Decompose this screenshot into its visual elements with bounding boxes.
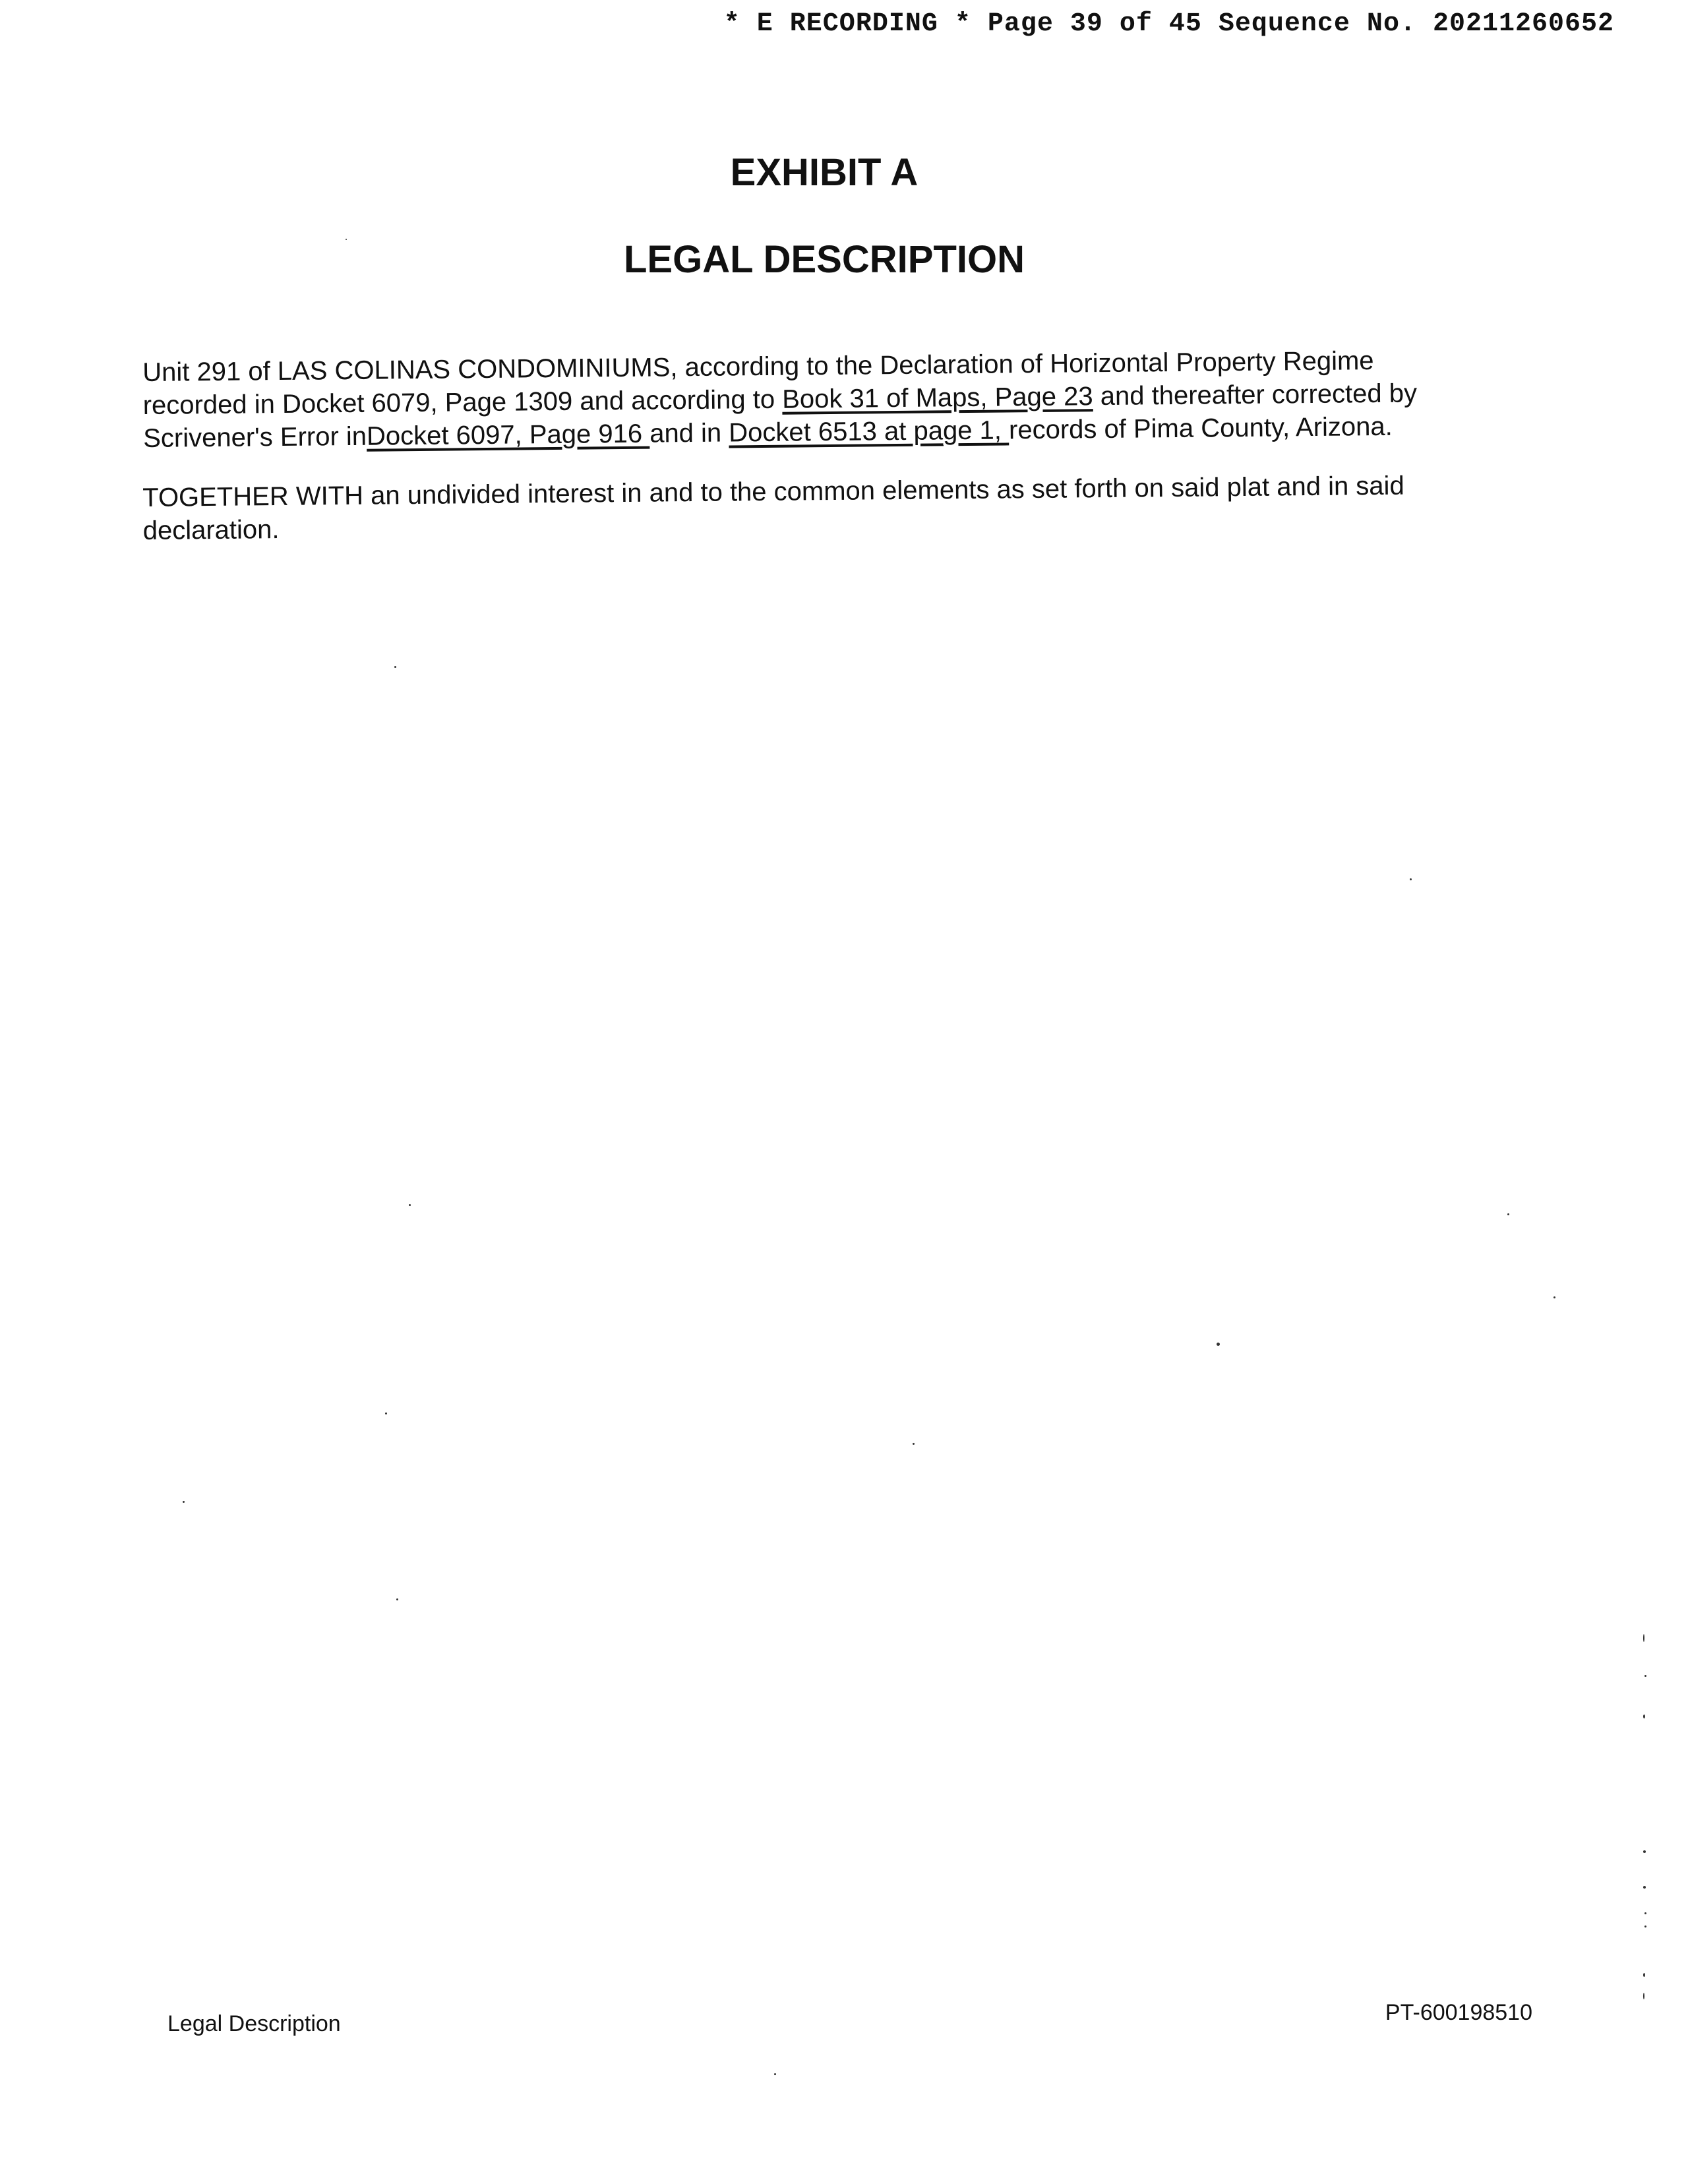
paragraph-text: and in [649,418,729,448]
docket-6097-reference: Docket 6097, Page 916 [366,419,650,451]
scan-speck [396,1598,398,1600]
paragraph-line: Unit 291 of LAS COLINAS CONDOMINIUMS, according to the Declaration of Horizontal Property Regime [142,346,1374,387]
scan-speck [774,2073,776,2075]
paragraph-line: declaration. [142,515,280,545]
scan-speck [1643,1714,1645,1718]
scan-speck [1643,1634,1644,1642]
exhibit-title: EXHIBIT A [730,151,919,194]
scan-speck [1644,1675,1646,1677]
scan-speck [409,1204,411,1206]
paragraph-line: TOGETHER WITH an undivided interest in and to the common elements as set forth on said plat and in said [142,471,1404,512]
scan-speck [1643,1973,1645,1977]
paragraph-text: records of Pima County, Arizona. [1008,411,1393,445]
recording-header: * E RECORDING * Page 39 of 45 Sequence No. 20211260652 [723,9,1614,39]
legal-description-heading: LEGAL DESCRIPTION [624,238,1025,281]
paragraph-text: recorded in Docket 6079, Page 1309 and according to [142,384,783,420]
scan-speck [1217,1343,1220,1346]
scan-speck [1643,1993,1644,1999]
docket-6513-reference: Docket 6513 at page 1, [729,415,1010,448]
scan-speck [394,666,396,668]
book-maps-reference: Book 31 of Maps, Page 23 [782,382,1093,414]
scan-speck [385,1412,387,1414]
scan-speck [183,1501,185,1503]
paragraph-text: Scrivener's Error in [142,421,367,453]
footer-document-code: PT-600198510 [1385,2000,1532,2025]
scan-speck [1644,1926,1646,1927]
scan-speck [1553,1296,1555,1298]
scan-speck [1643,1850,1646,1853]
common-elements-paragraph [142,469,1462,547]
scan-speck [1507,1213,1509,1215]
scan-speck [1644,1912,1646,1914]
legal-description-paragraph [142,344,1462,455]
scan-speck [913,1443,915,1445]
scan-speck [346,239,347,240]
scan-speck [1410,878,1412,880]
paragraph-text: and thereafter corrected by [1093,379,1418,411]
scan-speck [1643,1886,1646,1889]
footer-label: Legal Description [167,2011,341,2036]
